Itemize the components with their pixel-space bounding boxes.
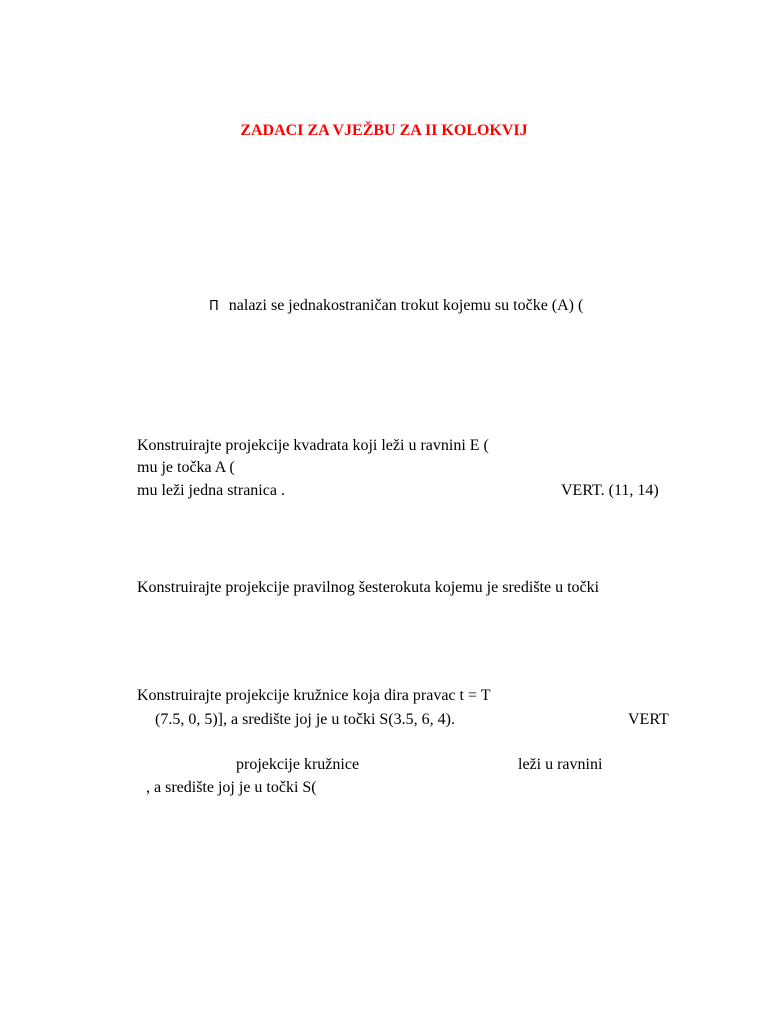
task5-part2: leži u ravnini [518, 756, 603, 773]
task5-line2: , a središte joj je u točki S( [146, 779, 317, 796]
task3-line1: Konstruirajte projekcije pravilnog šesterokuta kojemu je središte u točki [137, 579, 600, 596]
pi-symbol: Π [209, 299, 219, 314]
task1-text: nalazi se jednakostraničan trokut kojemu su točke (A) ( [228, 297, 584, 314]
task4-reference: VERT [628, 711, 669, 728]
task1-line [209, 296, 583, 317]
task2-line2: mu je točka A ( [137, 459, 235, 476]
task5-part1: projekcije kružnice [236, 756, 360, 773]
task4-line1: Konstruirajte projekcije kružnice koja dira pravac t = T [137, 687, 491, 704]
task2-line3: mu leži jedna stranica . [137, 482, 285, 499]
document-title: ZADACI ZA VJEŽBU ZA II KOLOKVIJ [240, 122, 528, 139]
task2-reference: VERT. (11, 14) [561, 482, 659, 499]
task4-line2: (7.5, 0, 5)], a središte joj je u točki S(3.5, 6, 4). [155, 711, 455, 728]
task2-line1: Konstruirajte projekcije kvadrata koji leži u ravnini E ( [137, 437, 489, 454]
